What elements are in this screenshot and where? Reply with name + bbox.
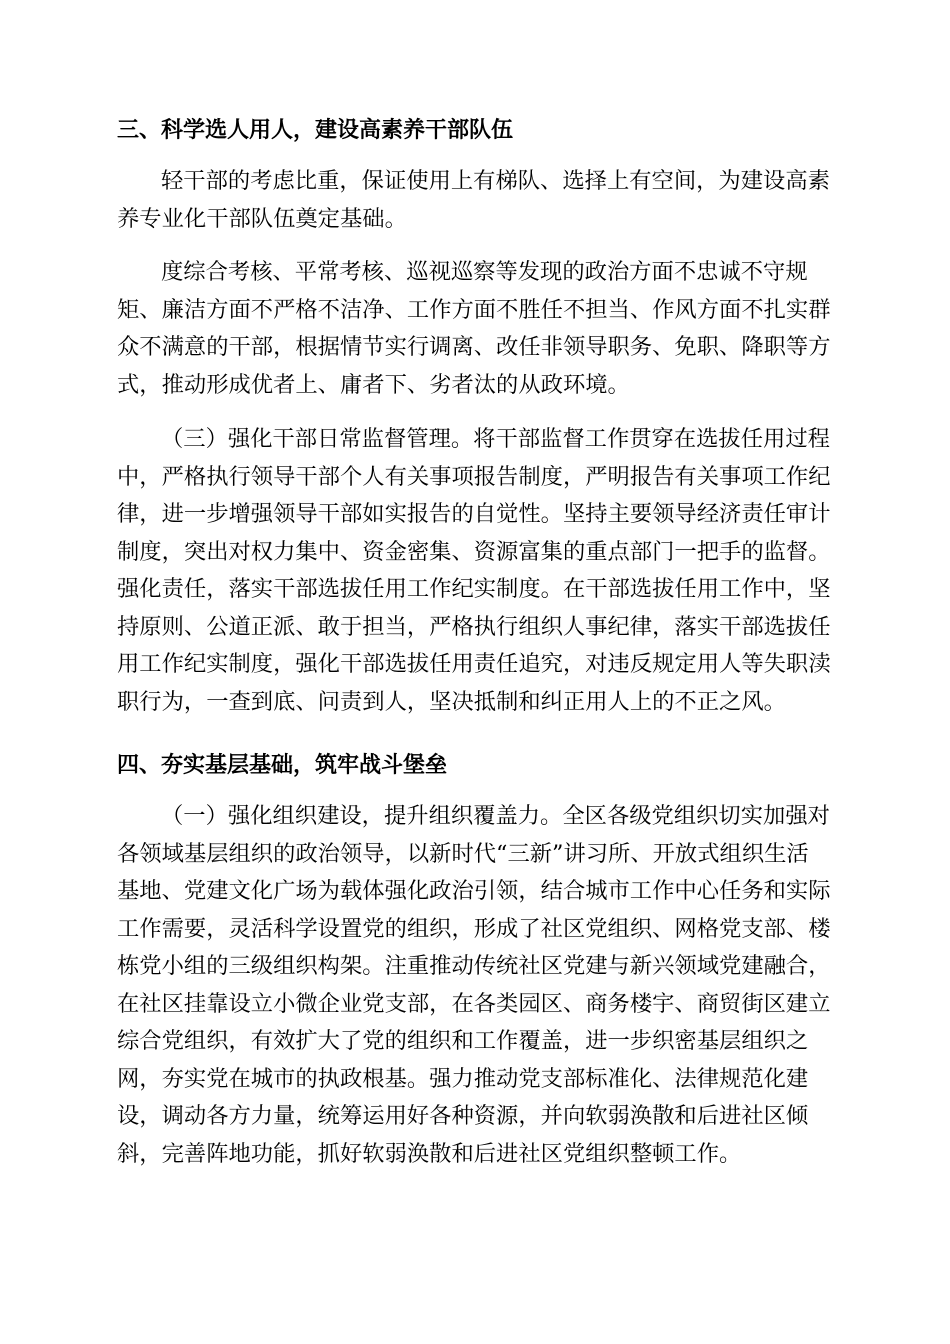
text-line: 网，夯实党在城市的执政根基。强力推动党支部标准化、法律规范化建 [117,1065,809,1092]
text-line: （一）强化组织建设，提升组织覆盖力。全区各级党组织切实加强对 [161,803,830,829]
paragraph-cadre-supervision [117,421,833,721]
text-line: 工作需要，灵活科学设置党的组织，形成了社区党组织、网格党支部、楼 [117,915,831,942]
text-line: 度综合考核、平常考核、巡视巡察等发现的政治方面不忠诚不守规 [161,259,808,285]
text-line: 众不满意的干部，根据情节实行调离、改任非领导职务、免职、降职等方 [117,334,831,360]
text-line: 基地、党建文化广场为载体强化政治引领，结合城市工作中心任务和实际 [117,878,831,904]
text-line: 强化责任，落实干部选拔任用工作纪实制度。在干部选拔任用工作中，坚 [117,576,831,602]
text-line: （三）强化干部日常监督管理。将干部监督工作贯穿在选拔任用过程 [161,426,830,452]
text-line: 综合党组织，有效扩大了党的组织和工作覆盖，进一步织密基层组织之 [117,1028,809,1054]
text-line: 职行为，一查到底、问责到人，坚决抵制和纠正用人上的不正之风。 [117,688,786,715]
text-line: 矩、廉洁方面不严格不洁净、工作方面不胜任不担当、作风方面不扎实群 [117,296,831,323]
paragraph-cadre-adjustment [117,254,833,404]
text-line: 斜，完善阵地功能，抓好软弱涣散和后进社区党组织整顿工作。 [117,1140,742,1167]
text-line: 栋党小组的三级组织构架。注重推动传统社区党建与新兴领域党建融合， [117,953,831,979]
paragraph-cadre-age-structure [117,163,833,238]
text-line: 在社区挂靠设立小微企业党支部，在各类园区、商务楼宇、商贸街区建立 [117,990,831,1017]
section-heading-4: 四、夯实基层基础，筑牢战斗堡垒 [117,753,448,778]
text-line: 各领域基层组织的政治领导，以新时代“三新”讲习所、开放式组织生活 [117,840,809,867]
text-line: 设，调动各方力量，统筹运用好各种资源，并向软弱涣散和后进社区倾 [117,1103,809,1129]
paragraph-organization-building [117,798,833,1173]
text-line: 律，进一步增强领导干部如实报告的自觉性。坚持主要领导经济责任审计 [117,501,831,527]
text-line: 养专业化干部队伍奠定基础。 [117,205,407,232]
text-line: 持原则、公道正派、敢于担当，严格执行组织人事纪律，落实干部选拔任 [117,613,831,640]
text-line: 轻干部的考虑比重，保证使用上有梯队、选择上有空间，为建设高素 [161,168,830,194]
text-line: 制度，突出对权力集中、资金密集、资源富集的重点部门一把手的监督。 [117,538,831,565]
text-line: 中，严格执行领导干部个人有关事项报告制度，严明报告有关事项工作纪 [117,463,831,490]
text-line: 式，推动形成优者上、庸者下、劣者汰的从政环境。 [117,371,630,398]
section-heading-3: 三、科学选人用人，建设高素养干部队伍 [117,118,514,143]
text-line: 用工作纪实制度，强化干部选拔任用责任追究，对违反规定用人等失职渎 [117,651,831,677]
